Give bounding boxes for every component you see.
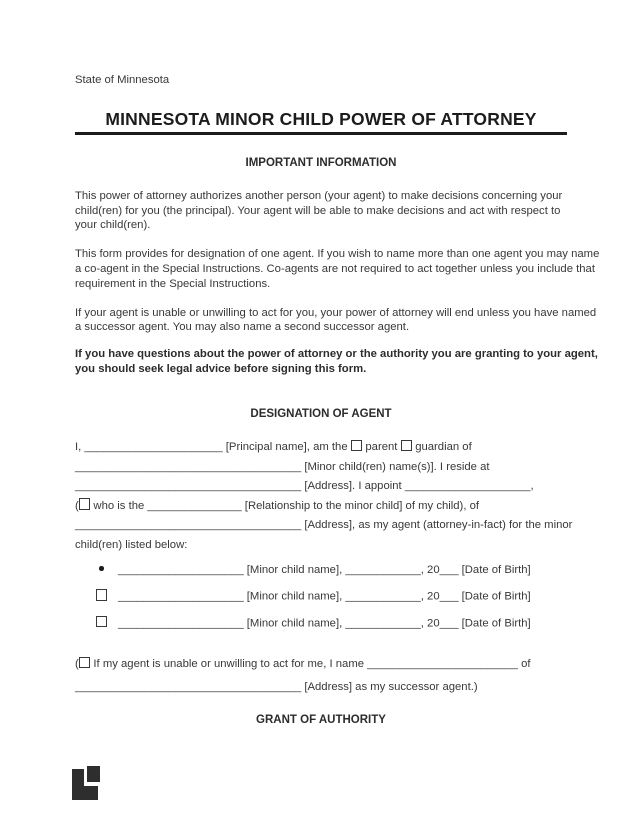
text-run: , 20: [420, 590, 440, 603]
text-run: of: [517, 658, 531, 671]
text-run: [Address] as my successor agent.): [301, 680, 478, 693]
text-run: [Minor child(ren) name(s)]. I reside at: [301, 460, 490, 473]
text-run: [Relationship to the minor child] of my child), of: [241, 499, 480, 512]
text-run: parent: [362, 441, 401, 454]
form-line: [75, 516, 573, 536]
text-run: [Minor child name],: [243, 564, 346, 577]
checkbox-icon: [79, 657, 91, 669]
minor-child-row: [75, 563, 567, 578]
minor-child-row: [75, 616, 567, 632]
bullet-dot: [99, 566, 104, 571]
successor-agent-lines: [75, 653, 567, 698]
form-line: [75, 676, 567, 699]
text-run: I,: [75, 441, 85, 454]
checkbox-icon: [401, 440, 413, 452]
fill-in-blank: ___: [439, 590, 459, 603]
fill-in-blank: ____________: [345, 617, 421, 630]
text-run: ,: [530, 480, 534, 493]
logo-square-small: [87, 766, 100, 782]
text-run: (: [75, 658, 79, 671]
form-line: [75, 477, 567, 497]
text-run: [Address]. I appoint: [301, 480, 405, 493]
fill-in-blank: ____________: [345, 590, 421, 603]
form-line: [75, 458, 567, 478]
checkbox-icon: [79, 498, 91, 510]
info-paragraph: This power of attorney authorizes another person (your agent) to make decisions concerning your child(ren) for you (the principal). Your agent will be able to make decisions and act with respect to your child(ren).: [75, 190, 563, 232]
bullet-icon: [95, 563, 108, 578]
section-heading-grant-of-authority: GRANT OF AUTHORITY: [256, 714, 386, 727]
fill-in-blank: ____________________________________: [75, 460, 302, 473]
text-run: [Date of Birth]: [458, 590, 531, 603]
fill-in-blank: ______________________: [84, 441, 223, 454]
text-run: [Date of Birth]: [458, 564, 531, 577]
minor-children-list: [75, 563, 567, 631]
text-run: guardian of: [412, 441, 472, 454]
state-line: State of Minnesota: [75, 74, 170, 86]
fill-in-blank: ___: [439, 617, 459, 630]
important-information-paragraphs: [75, 189, 600, 376]
text-run: , 20: [420, 617, 440, 630]
agent-info-lines: [75, 497, 573, 556]
fill-in-blank: ____________________: [118, 590, 244, 603]
checkbox-icon: [96, 589, 108, 601]
section-heading-designation-of-agent: DESIGNATION OF AGENT: [250, 408, 392, 421]
form-line: [75, 497, 567, 517]
fill-in-blank: ___: [439, 564, 459, 577]
document-title: MINNESOTA MINOR CHILD POWER OF ATTORNEY: [105, 109, 537, 129]
text-run: [Address], as my agent (attorney-in-fact) for the minor: [301, 519, 573, 532]
fill-in-blank: ________________________: [367, 658, 518, 671]
principal-info-lines: [75, 438, 567, 497]
text-run: child(ren) listed below:: [75, 538, 188, 551]
title-block: [75, 108, 567, 135]
text-run: [Date of Birth]: [458, 617, 531, 630]
document-content: [75, 0, 600, 728]
text-run: If my agent is unable or unwilling to act for me, I name: [90, 658, 368, 671]
legal-notice-paragraph: If you have questions about the power of attorney or the authority you are granting to your agent, you should seek legal advice before signing this form.: [75, 347, 598, 375]
section-heading-important-information: IMPORTANT INFORMATION: [245, 157, 397, 169]
info-paragraph: If your agent is unable or unwilling to act for you, your power of attorney will end unless you have named a successor agent. You may also name a second successor agent.: [75, 306, 597, 334]
text-run: who is the: [90, 499, 148, 512]
fill-in-blank: ____________________: [118, 564, 244, 577]
fill-in-blank: ____________________: [118, 617, 244, 630]
fill-in-blank: _______________: [147, 499, 242, 512]
text-run: [Minor child name],: [243, 617, 346, 630]
minor-child-row: [75, 589, 567, 605]
fill-in-blank: ____________: [345, 564, 421, 577]
checkbox-icon: [96, 616, 108, 628]
checkbox-marker: [95, 589, 108, 605]
form-line: [75, 536, 567, 556]
checkbox-marker: [95, 616, 108, 632]
form-line: [75, 438, 567, 458]
form-line: [75, 653, 567, 676]
text-run: [Principal name], am the: [222, 441, 351, 454]
text-run: , 20: [420, 564, 440, 577]
info-paragraph: This form provides for designation of one agent. If you wish to name more than one agent you may name a co-agent in the Special Instructions. Co-agents are not required to act together unless you include that requirement in the Special Instructions.: [75, 248, 600, 290]
fill-in-blank: ____________________________________: [75, 680, 302, 693]
text-run: (: [75, 499, 79, 512]
fill-in-blank: ____________________________________: [75, 480, 302, 493]
fill-in-blank: ____________________: [404, 480, 531, 493]
text-run: [Minor child name],: [243, 590, 346, 603]
legal-templates-logo: [72, 766, 102, 800]
checkbox-icon: [351, 440, 363, 452]
fill-in-blank: ____________________________________: [75, 519, 302, 532]
